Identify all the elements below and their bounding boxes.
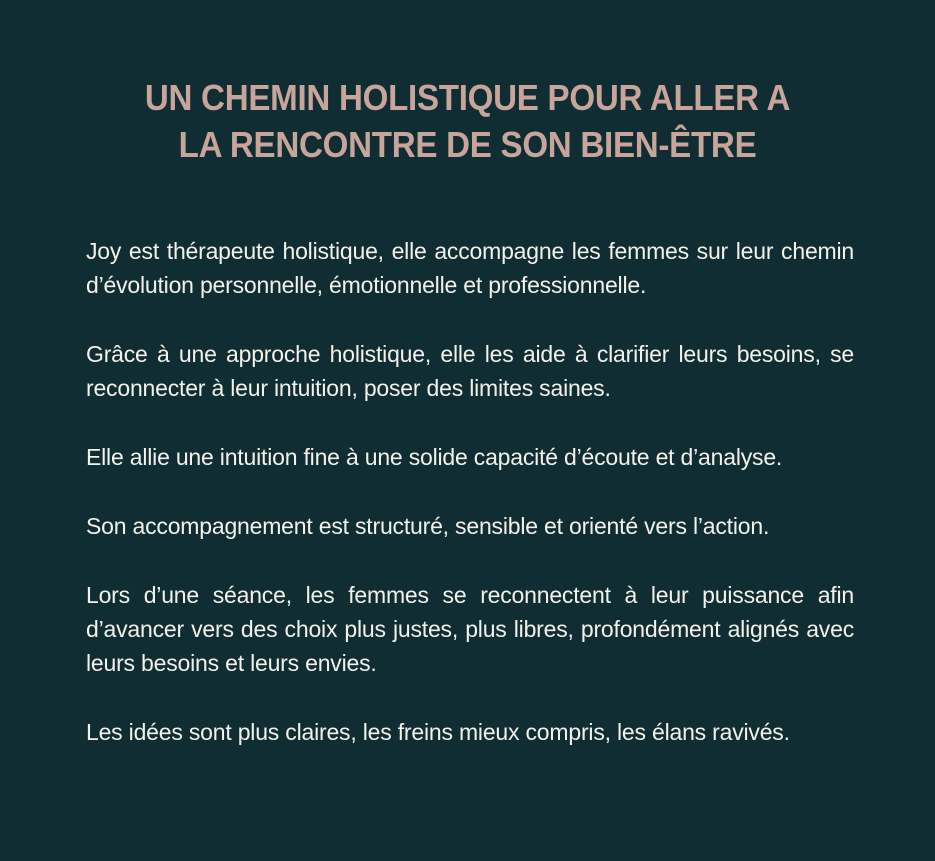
paragraph-results: Les idées sont plus claires, les freins mieux compris, les élans ravivés. xyxy=(86,719,790,745)
title-line-1: UN CHEMIN HOLISTIQUE POUR ALLER A xyxy=(144,77,791,118)
paragraph-holistic-approach: Grâce à une approche holistique, elle les aide à clarifier leurs besoins, se reconnecter à leur intuition, poser des limites saines. xyxy=(86,341,854,401)
paragraph-structured-support: Son accompagnement est structuré, sensible et orienté vers l’action. xyxy=(86,513,770,539)
paragraph-intuition-analysis: Elle allie une intuition fine à une solide capacité d’écoute et d’analyse. xyxy=(86,444,783,470)
paragraph-session-benefits: Lors d’une séance, les femmes se reconnectent à leur puissance afin d’avancer vers des choix plus justes, plus libres, profondément alignés avec leurs besoins et leurs envies. xyxy=(86,582,854,676)
description-section xyxy=(86,234,854,784)
title-line-2: LA RENCONTRE DE SON BIEN-ÊTRE xyxy=(178,124,757,165)
paragraph-therapist-intro: Joy est thérapeute holistique, elle accompagne les femmes sur leur chemin d’évolution personnelle, émotionnelle et professionnelle. xyxy=(86,238,854,298)
page-title xyxy=(37,74,897,168)
